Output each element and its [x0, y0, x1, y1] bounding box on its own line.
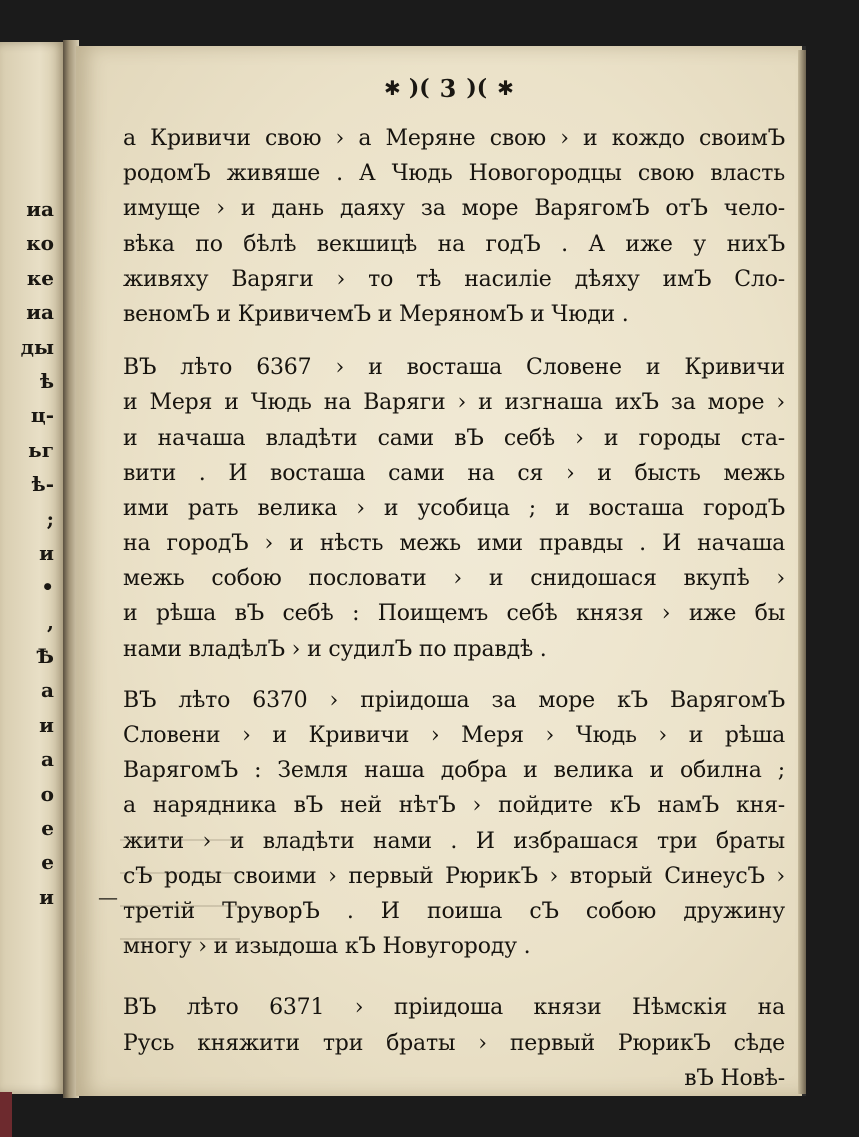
left-fragment: ѣ-	[31, 472, 54, 497]
left-fragment: ке	[26, 265, 54, 290]
text-line: ими рать велика › и усобица ; и восташа городЪ	[123, 495, 785, 521]
text-line: ВарягомЪ : Земля наша добра и велика и обилна ;	[123, 758, 785, 784]
left-fragment: а	[41, 747, 54, 772]
left-fragment: •	[41, 575, 54, 600]
left-fragment: ѣ	[39, 368, 54, 393]
left-page	[0, 42, 68, 1094]
left-fragment: ,	[47, 609, 54, 634]
margin-dash: —	[98, 885, 118, 909]
text-line: веномЪ и КривичемЪ и МеряномЪ и Чюди .	[123, 301, 629, 327]
left-fragment: и	[39, 540, 54, 565]
left-fragment: ьг	[28, 437, 54, 462]
bracket-right: )(	[466, 75, 488, 101]
page-text	[123, 121, 785, 1096]
left-fragment: Ѣ	[36, 644, 54, 669]
paragraph-2	[123, 350, 785, 667]
paragraph-3	[123, 683, 785, 965]
left-fragment: и	[39, 712, 54, 737]
text-line: и начаша владѣти сами вЪ себѣ › и городы ста-	[123, 425, 785, 451]
text-line: на городЪ › и нѣсть межь ими правды . И начаша	[123, 531, 785, 557]
left-fragment: и	[39, 884, 54, 909]
text-line: живяху Варяги › то тѣ насиліе дѣяху имЪ Сло-	[123, 266, 785, 292]
ornament-left-icon: ✱	[384, 76, 399, 100]
text-line: а нарядника вЪ ней нѣтЪ › пойдите кЪ намЪ кня-	[123, 793, 785, 819]
text-line: имуще › и дань даяху за море ВарягомЪ отЪ чело-	[123, 196, 785, 222]
paragraph-1	[123, 121, 785, 332]
page-number: 3	[439, 73, 457, 103]
text-line: нами владѣлЪ › и судилЪ по правдѣ .	[123, 636, 547, 662]
text-line: и рѣша вЪ себѣ : Поищемъ себѣ князя › иже бы	[123, 601, 785, 627]
left-fragment: иа	[26, 300, 54, 325]
left-fragment: е	[41, 816, 54, 841]
text-line: межь собою пословати › и снидошася вкупѣ ›	[123, 566, 785, 592]
text-line: ВЪ лѣто 6367 › и восташа Словене и Кривичи	[123, 355, 785, 381]
text-line: ВЪ лѣто 6371 › пріидоша князи Нѣмскія на	[123, 995, 785, 1021]
text-line: вѣка по бѣлѣ векшицѣ на годЪ . А иже у нихЪ	[123, 231, 785, 257]
text-line: а Кривичи свою › а Меряне свою › и кождо своимЪ	[123, 126, 785, 151]
page-header	[318, 70, 578, 106]
bookmark-ribbon	[0, 1092, 12, 1137]
left-fragment: ды	[20, 334, 54, 359]
bracket-left: )(	[408, 75, 430, 101]
left-fragment: ;	[46, 506, 54, 531]
text-line: сЪ роды своими › первый РюрикЪ › вторый СинеусЪ ›	[123, 863, 785, 889]
page-edge	[798, 50, 806, 1094]
text-line: Русь княжити три браты › первый РюрикЪ сѣде	[123, 1030, 785, 1056]
left-page-fragments	[0, 192, 60, 914]
text-line: вити . И восташа сами на ся › и бысть межь	[123, 460, 785, 486]
text-line: и Меря и Чюдь на Варяги › и изгнаша ихЪ за море ›	[123, 390, 785, 416]
left-fragment: а	[41, 678, 54, 703]
text-line: жити › и владѣти нами . И избрашася три браты	[123, 828, 785, 854]
left-fragment: о	[40, 781, 54, 806]
text-line: многу › и изыдоша кЪ Новугороду .	[123, 934, 531, 960]
text-line: родомЪ живяше . А Чюдь Новогородцы свою власть	[123, 161, 785, 187]
text-line: Словени › и Кривичи › Меря › Чюдь › и рѣша	[123, 723, 785, 748]
ornament-right-icon: ✱	[497, 76, 512, 100]
text-line: ВЪ лѣто 6370 › пріидоша за море кЪ ВарягомЪ	[123, 687, 785, 713]
left-fragment: иа	[26, 197, 54, 221]
text-line: третій ТруворЪ . И поиша сЪ собою дружину	[123, 898, 785, 924]
left-fragment: ко	[26, 231, 54, 256]
left-fragment: ц-	[30, 403, 54, 428]
paragraph-4	[123, 990, 785, 1096]
catchword: вЪ Новѣ-	[684, 1065, 785, 1091]
left-fragment: е	[41, 850, 54, 875]
